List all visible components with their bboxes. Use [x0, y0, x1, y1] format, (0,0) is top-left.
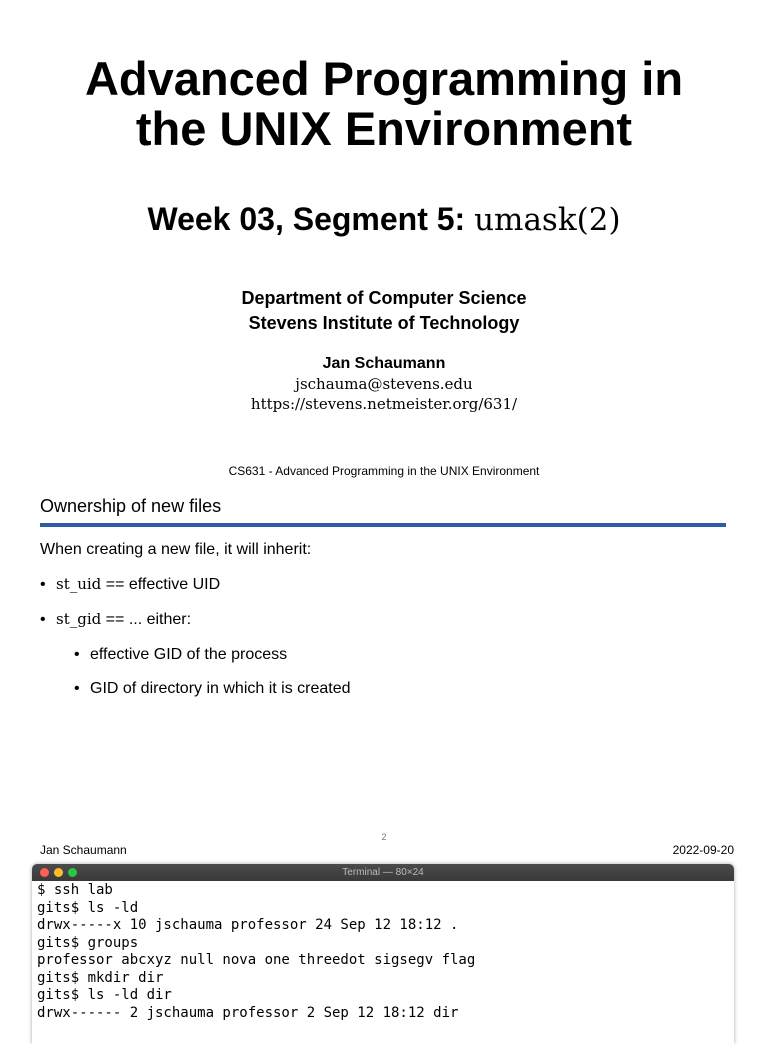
- title-line: Advanced Programming in: [84, 52, 684, 105]
- bullet-code: st_gid: [56, 610, 102, 628]
- sub-bullet-text: effective GID of the process: [90, 646, 288, 663]
- heading-divider: [40, 523, 726, 527]
- terminal-line: gits$ groups: [37, 934, 139, 951]
- terminal-line: gits$ ls -ld dir: [37, 987, 172, 1003]
- subtitle-function: umask(2): [474, 202, 621, 238]
- author-email: jschauma@stevens.edu: [295, 375, 473, 393]
- footer-author: Jan Schaumann: [40, 843, 127, 857]
- slide-subtitle: [0, 199, 768, 240]
- course-url: https://stevens.netmeister.org/631/: [250, 395, 518, 413]
- terminal-titlebar[interactable]: [32, 864, 734, 881]
- bullet-dot-icon: •: [74, 646, 80, 663]
- terminal-line: $ ssh lab: [37, 882, 113, 898]
- author-name: Jan Schaumann: [322, 355, 446, 372]
- terminal-window[interactable]: [32, 864, 734, 1044]
- sub-bullet-item: [74, 645, 287, 665]
- department-line: Department of Computer Science: [241, 288, 527, 308]
- terminal-line: professor abcxyz null nova one threedot sigsegv flag: [37, 952, 476, 968]
- bullet-item: [40, 574, 220, 595]
- department: [0, 286, 768, 336]
- bullet-dot-icon: •: [40, 611, 46, 628]
- slide-heading: Ownership of new files: [40, 496, 222, 516]
- bullet-text: == effective UID: [101, 576, 221, 593]
- subtitle-prefix: Week 03, Segment 5:: [147, 201, 466, 237]
- terminal-line: drwx-----x 10 jschauma professor 24 Sep 12 18:12 .: [37, 917, 459, 933]
- bullet-dot-icon: •: [74, 680, 80, 697]
- title-line: the UNIX Environment: [135, 102, 633, 155]
- page-number: 2: [381, 832, 387, 842]
- sub-bullet-item: [74, 679, 351, 699]
- terminal-line: drwx------ 2 jschauma professor 2 Sep 12 18:12 dir: [37, 1004, 459, 1021]
- intro-text: When creating a new file, it will inherit:: [40, 541, 312, 558]
- institution-line: Stevens Institute of Technology: [248, 313, 520, 333]
- bullet-code: st_uid: [56, 575, 102, 593]
- bullet-text: == ... either:: [101, 611, 192, 628]
- footer-date: 2022-09-20: [672, 843, 734, 857]
- bullet-item: [40, 609, 191, 630]
- course-name: CS631 - Advanced Programming in the UNIX Environment: [228, 464, 540, 478]
- bullet-dot-icon: •: [40, 576, 46, 593]
- slide-title: [0, 54, 768, 154]
- sub-bullet-text: GID of directory in which it is created: [90, 680, 351, 697]
- terminal-line: gits$ ls -ld: [37, 899, 139, 916]
- terminal-title: Terminal — 80×24: [342, 867, 424, 878]
- terminal-output[interactable]: [37, 882, 734, 1022]
- terminal-line: gits$ mkdir dir: [37, 969, 164, 986]
